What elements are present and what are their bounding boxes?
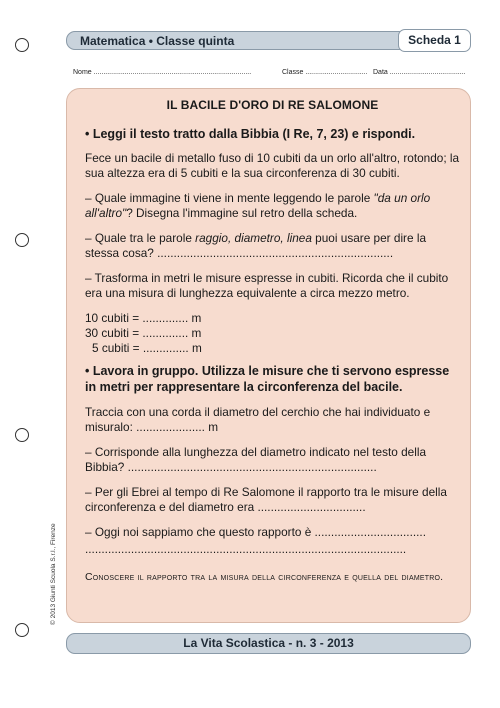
task-words-answer-line: puoi usare per dire la stessa cosa? ........................................................................ bbox=[85, 231, 427, 260]
task-words-text: – Quale tra le parole bbox=[85, 231, 196, 245]
worksheet-title: IL BACILE D'ORO DI RE SALOMONE bbox=[166, 98, 379, 112]
worksheet-content bbox=[85, 98, 460, 585]
task-diameter: Traccia con una corda il diametro del cerchio che hai individuato e misuralo: ..................... m bbox=[85, 405, 431, 434]
conversion-1: 10 cubiti = .............. m bbox=[85, 311, 202, 325]
question-2: • Lavora in gruppo. Utilizza le misure che ti servono espresse in metri per rappresentare la circonferenza del bacile. bbox=[85, 364, 450, 394]
learning-objective: Conoscere il rapporto tra la misura della circonferenza e quella del diametro. bbox=[85, 571, 444, 583]
binder-hole bbox=[15, 428, 29, 442]
task-convert: – Trasforma in metri le misure espresse in cubiti. Ricorda che il cubito era una misura di lunghezza equivalente a circa mezzo metro. bbox=[85, 271, 449, 300]
task-compare: – Corrisponde alla lunghezza del diametro indicato nel testo della Bibbia? ............................................................................ bbox=[85, 445, 427, 474]
binder-hole bbox=[15, 623, 29, 637]
binder-hole bbox=[15, 38, 29, 52]
question-1: • Leggi il testo tratto dalla Bibbia (I Re, 7, 23) e rispondi. bbox=[85, 127, 416, 141]
sheet-number-tab: Scheda 1 bbox=[398, 29, 471, 52]
task-words bbox=[85, 231, 460, 261]
task-image-text: – Quale immagine ti viene in mente leggendo le parole bbox=[85, 191, 374, 205]
copyright-notice: © 2013 Giunti Scuola S.r.l., Firenze bbox=[50, 523, 57, 625]
name-field: Nome ................................................................................. bbox=[73, 69, 252, 76]
task-ratio-today: – Oggi noi sappiamo che questo rapporto è .................................. bbox=[85, 525, 426, 539]
task-ratio-hebrews: – Per gli Ebrei al tempo di Re Salomone il rapporto tra le misure della circonferenza e del diametro era ................................. bbox=[85, 485, 447, 514]
task-ratio-answer-line: .................................................................................................. bbox=[85, 542, 407, 556]
task-image-quote: "da un orlo all'altro" bbox=[85, 191, 431, 220]
class-field: Classe ................................ bbox=[282, 69, 368, 76]
subject-title: Matematica • Classe quinta bbox=[80, 34, 235, 48]
date-field: Data ....................................... bbox=[373, 69, 466, 76]
binder-hole bbox=[15, 233, 29, 247]
task-image bbox=[85, 191, 460, 221]
footer-bar: La Vita Scolastica - n. 3 - 2013 bbox=[66, 633, 471, 654]
task-image-instruction: ? Disegna l'immagine sul retro della scheda. bbox=[126, 206, 358, 220]
conversion-3: 5 cubiti = .............. m bbox=[92, 341, 202, 355]
conversion-2: 30 cubiti = .............. m bbox=[85, 326, 202, 340]
task-words-options: raggio, diametro, linea bbox=[195, 231, 312, 245]
bible-quote: Fece un bacile di metallo fuso di 10 cubiti da un orlo all'altro, rotondo; la sua altezza era di 5 cubiti e la sua circonferenza di 30 cubiti. bbox=[85, 151, 460, 180]
